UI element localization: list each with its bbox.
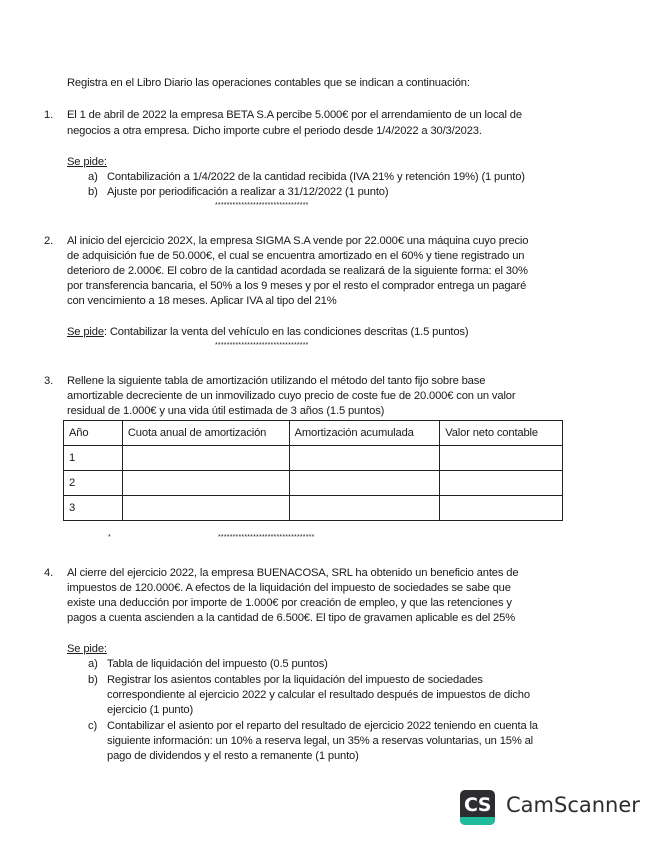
cell-accumulated[interactable] <box>289 446 440 471</box>
q4-line-4: pagos a cuenta ascienden a la cantidad de 6.500€. El tipo de gravamen aplicable es del 25% <box>67 612 516 624</box>
header-net-value: Valor neto contable <box>440 421 563 446</box>
q1-number: 1. <box>44 109 54 121</box>
q1-se-pide: Se pide: <box>67 156 107 168</box>
q2-line-3: deterioro de 2.000€. El cobro de la cantidad acordada se realizará de la siguiente forma: el 30% <box>67 265 528 277</box>
cell-net-value[interactable] <box>440 471 563 496</box>
q2-line-4: por transferencia bancaria, el 50% a los 9 meses y por el resto el comprador entrega un pagaré <box>67 280 527 292</box>
q2-se-pide-text: : Contabilizar la venta del vehículo en las condiciones descritas (1.5 puntos) <box>103 326 469 338</box>
header-accumulated: Amortización acumulada <box>289 421 440 446</box>
q4-number: 4. <box>44 567 54 579</box>
cell-annual-quota[interactable] <box>122 471 289 496</box>
cell-annual-quota[interactable] <box>122 446 289 471</box>
table-header-row <box>64 421 563 446</box>
q1-line-2: negocios a otra empresa. Dicho importe cubre el periodo desde 1/4/2022 a 30/3/2023. <box>67 125 482 137</box>
q1-item-b-text: Ajuste por periodificación a realizar a 31/12/2022 (1 punto) <box>107 186 389 198</box>
q2-se-pide-line <box>67 325 468 339</box>
q3-line-2: amortizable decreciente de un inmovilizado cuyo precio de coste fue de 20.000€ con un valor <box>67 390 516 402</box>
cell-accumulated[interactable] <box>289 471 440 496</box>
q2-line-1: Al inicio del ejercicio 202X, la empresa SIGMA S.A vende por 22.000€ una máquina cuyo precio <box>67 235 529 247</box>
q4-item-a-label: a) <box>88 658 98 670</box>
table-row <box>64 446 563 471</box>
q4-item-c-line-1: Contabilizar el asiento por el reparto del resultado de ejercicio 2022 teniendo en cuenta la <box>107 720 538 732</box>
cell-year: 2 <box>64 471 123 496</box>
q4-item-b-line-2: correspondiente al ejercicio 2022 y calcular el resultado después de impuestos de dicho <box>107 689 530 701</box>
amortization-table <box>63 420 563 521</box>
header-year: Año <box>64 421 123 446</box>
separator-3: ********************************* <box>218 534 315 541</box>
lone-star: * <box>108 534 111 541</box>
q1-item-a-text: Contabilización a 1/4/2022 de la cantidad recibida (IVA 21% y retención 19%) (1 punto) <box>107 171 525 183</box>
cell-year: 1 <box>64 446 123 471</box>
q4-line-3: existe una deducción por importe de 1.000€ por creación de empleo, y que las retenciones y <box>67 597 512 609</box>
q4-line-1: Al cierre del ejercicio 2022, la empresa BUENACOSA, SRL ha obtenido un beneficio antes de <box>67 567 519 579</box>
q2-line-2: de adquisición fue de 50.000€, el cual se encuentra amortizado en el 60% y tiene registrado un <box>67 250 525 262</box>
q1-line-1: El 1 de abril de 2022 la empresa BETA S.A percibe 5.000€ por el arrendamiento de un local de <box>67 109 522 121</box>
cell-net-value[interactable] <box>440 496 563 521</box>
cell-net-value[interactable] <box>440 446 563 471</box>
q4-item-b-label: b) <box>88 674 98 686</box>
cell-year: 3 <box>64 496 123 521</box>
q4-line-2: impuestos de 120.000€. A efectos de la liquidación del impuesto de sociedades se sabe que <box>67 582 511 594</box>
q4-item-c-line-3: pago de dividendos y el resto a remanente (1 punto) <box>107 750 359 762</box>
q4-se-pide: Se pide: <box>67 643 107 655</box>
q3-line-3: residual de 1.000€ y una vida útil estimada de 3 años (1.5 puntos) <box>67 405 385 417</box>
camscanner-name: CamScanner <box>506 793 640 817</box>
q4-item-c-line-2: siguiente información: un 10% a reserva legal, un 35% a reservas voluntarias, un 15% al <box>107 735 533 747</box>
camscanner-logo-icon <box>460 790 495 825</box>
separator-1: ******************************** <box>215 202 309 209</box>
header-annual-quota: Cuota anual de amortización <box>122 421 289 446</box>
cell-annual-quota[interactable] <box>122 496 289 521</box>
separator-2: ******************************** <box>215 342 309 349</box>
q4-item-b-line-3: ejercicio (1 punto) <box>107 704 194 716</box>
q2-line-5: con vencimiento a 18 meses. Aplicar IVA al tipo del 21% <box>67 295 337 307</box>
q4-item-c-label: c) <box>88 720 98 732</box>
table-row <box>64 471 563 496</box>
q3-number: 3. <box>44 375 54 387</box>
q2-se-pide: Se pide <box>67 326 104 338</box>
table-row <box>64 496 563 521</box>
camscanner-logo-accent <box>460 817 495 825</box>
q1-item-a-label: a) <box>88 171 98 183</box>
camscanner-logo-text: CS <box>464 794 491 816</box>
intro-instruction: Registra en el Libro Diario las operaciones contables que se indican a continuación: <box>67 77 470 89</box>
q2-number: 2. <box>44 235 54 247</box>
q4-item-a-text: Tabla de liquidación del impuesto (0.5 puntos) <box>107 658 328 670</box>
q4-item-b-line-1: Registrar los asientos contables por la liquidación del impuesto de sociedades <box>107 674 483 686</box>
cell-accumulated[interactable] <box>289 496 440 521</box>
q1-item-b-label: b) <box>88 186 98 198</box>
q3-line-1: Rellene la siguiente tabla de amortización utilizando el método del tanto fijo sobre base <box>67 375 486 387</box>
